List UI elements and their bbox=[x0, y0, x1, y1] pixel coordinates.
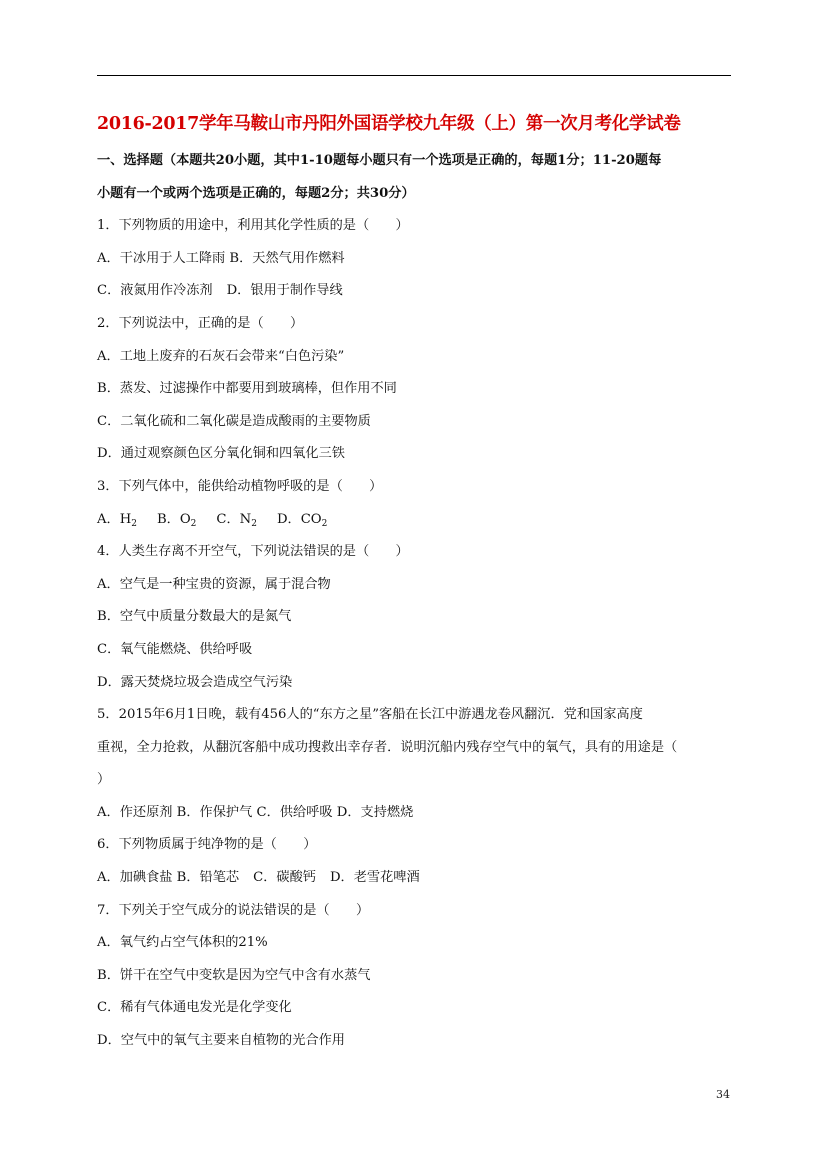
q3-option-d: D．$CO_2$ bbox=[276, 511, 328, 529]
q6-option-a: A．加碘食盐 bbox=[97, 870, 173, 886]
q6-option-b: B．铅笔芯 bbox=[176, 870, 240, 886]
question-5-options bbox=[97, 797, 731, 830]
q3-option-c: C．$N_2$ bbox=[216, 511, 257, 529]
page-number: 34 bbox=[716, 1088, 730, 1101]
section-heading-line-1: 一、选择题（本题共20小题，其中1-10题每小题只有一个选项是正确的，每题1分；11-20题每 bbox=[97, 153, 662, 168]
question-5-stem-line-3: ） bbox=[97, 772, 111, 788]
q4-option-c: C．氧气能燃烧、供给呼吸 bbox=[97, 641, 253, 657]
q5-option-b: B．作保护气 bbox=[176, 804, 253, 820]
section-heading-line-2: 小题有一个或两个选项是正确的，每题2分；共30分） bbox=[97, 185, 415, 201]
question-1-options-cd bbox=[97, 275, 731, 308]
q6-option-d: D．老雪花啤酒 bbox=[329, 870, 420, 886]
question-3-stem: 3．下列气体中，能供给动植物呼吸的是（ ） bbox=[97, 478, 383, 494]
q5-option-a: A．作还原剂 bbox=[97, 804, 173, 820]
question-2-stem: 2．下列说法中，正确的是（ ） bbox=[97, 315, 304, 331]
q3-option-b: B．$O_2$ bbox=[156, 511, 197, 529]
q7-option-a: A．氧气约占空气体积的21% bbox=[97, 935, 268, 951]
question-3-options bbox=[97, 504, 731, 537]
q2-option-a: A．工地上废弃的石灰石会带来“白色污染” bbox=[97, 348, 345, 364]
q4-option-d: D．露天焚烧垃圾会造成空气污染 bbox=[97, 674, 293, 690]
q1-option-c: C．液氮用作冷冻剂 bbox=[97, 283, 213, 299]
q2-option-c: C．二氧化硫和二氧化碳是造成酸雨的主要物质 bbox=[97, 413, 371, 429]
question-4-stem: 4．人类生存离不开空气，下列说法错误的是（ ） bbox=[97, 544, 409, 560]
q1-option-b: B．天然气用作燃料 bbox=[229, 250, 345, 266]
exam-body bbox=[97, 145, 731, 1058]
exam-title: 2016-2017学年马鞍山市丹阳外国语学校九年级（上）第一次月考化学试卷 bbox=[97, 114, 681, 134]
q6-option-c: C．碳酸钙 bbox=[253, 870, 316, 886]
question-5-stem-line-1: 5．2015年6月1日晚，载有456人的“东方之星”客船在长江中游遇龙卷风翻沉．党和国家高度 bbox=[97, 707, 643, 723]
question-1-stem: 1．下列物质的用途中，利用其化学性质的是（ ） bbox=[97, 218, 409, 234]
header-rule bbox=[97, 75, 731, 76]
question-1-options-ab bbox=[97, 243, 731, 276]
q2-option-d: D．通过观察颜色区分氧化铜和四氧化三铁 bbox=[97, 446, 345, 462]
question-6-options bbox=[97, 862, 731, 895]
q4-option-a: A．空气是一种宝贵的资源，属于混合物 bbox=[97, 576, 331, 592]
q3-option-a: A．$H_2$ bbox=[97, 511, 137, 529]
question-7-stem: 7．下列关于空气成分的说法错误的是（ ） bbox=[97, 902, 370, 918]
question-6-stem: 6．下列物质属于纯净物的是（ ） bbox=[97, 837, 317, 853]
q5-option-c: C．供给呼吸 bbox=[256, 804, 333, 820]
q5-option-d: D．支持燃烧 bbox=[336, 804, 414, 820]
q7-option-c: C．稀有气体通电发光是化学变化 bbox=[97, 1000, 292, 1016]
q7-option-b: B．饼干在空气中变软是因为空气中含有水蒸气 bbox=[97, 967, 371, 983]
question-5-stem-line-2: 重视，全力抢救，从翻沉客船中成功搜救出幸存者．说明沉船内残存空气中的氧气，具有的用途是（ bbox=[97, 739, 678, 755]
q1-option-a: A．干冰用于人工降雨 bbox=[97, 250, 226, 266]
q4-option-b: B．空气中质量分数最大的是氮气 bbox=[97, 609, 292, 625]
q1-option-d: D．银用于制作导线 bbox=[226, 283, 343, 299]
q2-option-b: B．蒸发、过滤操作中都要用到玻璃棒，但作用不同 bbox=[97, 381, 397, 397]
q7-option-d: D．空气中的氧气主要来自植物的光合作用 bbox=[97, 1033, 345, 1049]
